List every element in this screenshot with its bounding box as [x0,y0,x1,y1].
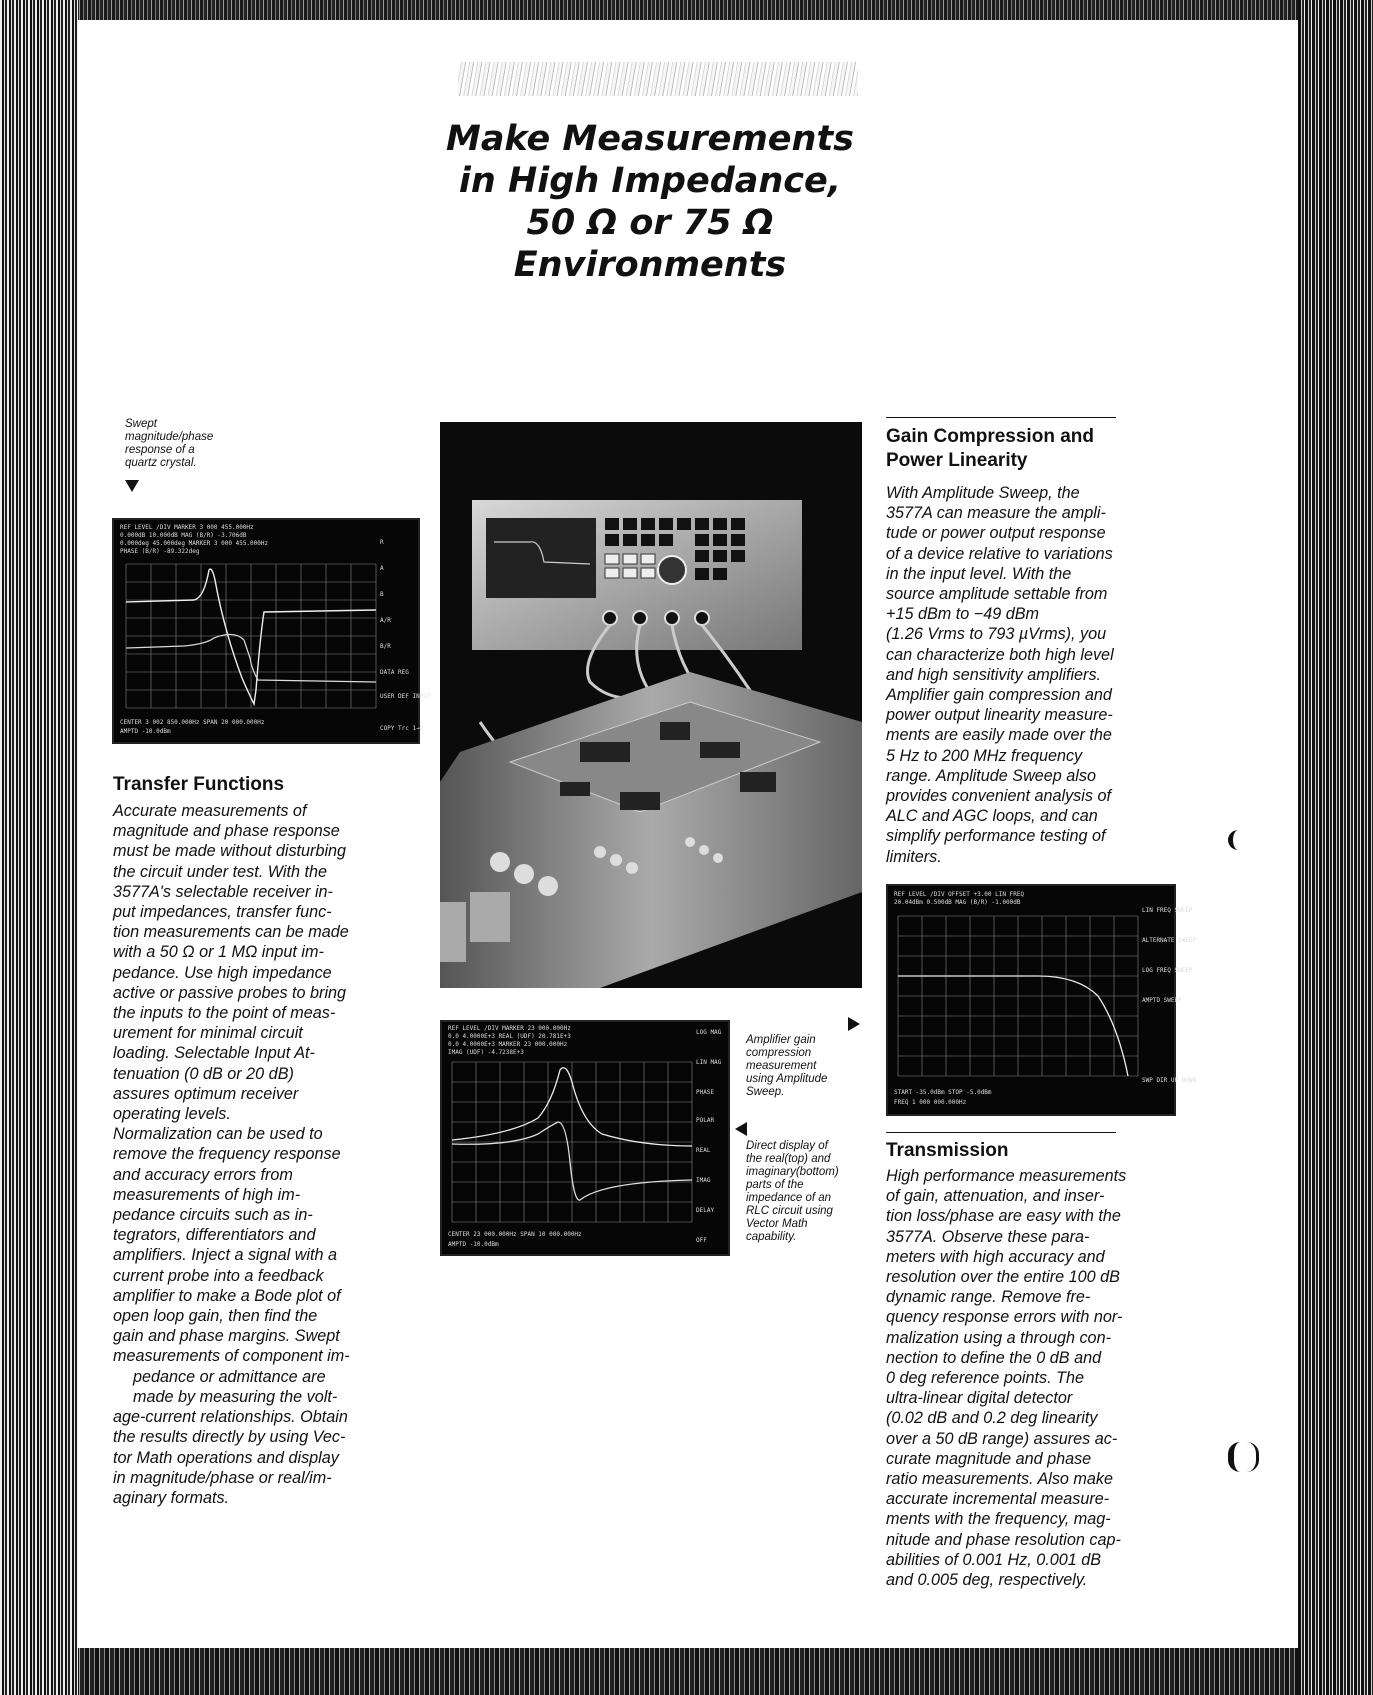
vector-softkey-delay: DELAY [696,1207,715,1214]
divider-gain [886,417,1116,418]
crystal-header-3: 0.000deg 45.000deg MARKER 3 000 455.000Hz [120,540,269,547]
analyzer-screen-amplitude [886,884,1197,1116]
amplitude-softkey-alternate: ALTERNATE SWEEP [1142,937,1197,944]
crystal-header-2: 0.000dB 10.000dB MAG (B/R) -3.706dB [120,532,247,539]
crystal-softkey-r: R [380,539,384,546]
caption-amplifier: Amplifier gain compression measurement using Amplitude Sweep. [746,1034,828,1098]
vector-grid [452,1062,692,1222]
amplitude-header-1: REF LEVEL /DIV OFFSET +3.00 LIN FREQ [894,891,1025,898]
amplitude-softkey-amptd: AMPTD SWEEP [1142,997,1182,1004]
caption-crystal: Swept magnitude/phase response of a quartz crystal. [125,418,214,469]
crystal-grid [126,564,376,708]
crystal-footer-2: AMPTD -10.0dBm [120,728,171,735]
amplitude-grid [898,916,1138,1076]
analyzer-crt [486,518,596,598]
vector-header-4: IMAG (UDF) -4.7238E+3 [448,1049,524,1056]
title-line-1: Make Measurements [445,119,855,159]
page-title [360,118,940,286]
analyzer-screen-crystal [112,518,431,744]
transfer-para-2: Normalization can be used to remove the frequency response and accuracy errors from measurements of high im- pedance circuits such as in- tegrators, differentiators and amplifiers. Inject a signal with a current probe into a feedback amplifier to make a Bode plot of open loop gain, then find the gain and phase margins. Swept measurements of component im- pedance or admittance are made by measuring the volt- age-current relationships. Obtain the results directly by using Vec- tor Math operations and display in magnitude/phase or real/im- aginary formats. [113,1125,350,1507]
heading-transfer-functions: Transfer Functions [113,774,285,795]
arrow-down-icon [125,480,139,492]
scan-mark-1 [1228,830,1249,850]
crystal-softkey-copy: COPY Trc 1→2 [380,725,424,732]
vector-header-2: 0.0 4.0000E+3 REAL (UDF) 20.781E+3 [448,1033,571,1040]
heading-gain-compression: Gain Compression and Power Linearity [886,426,1094,471]
gain-text: With Amplitude Sweep, the 3577A can measure the ampli- tude or power output response of a device relative to variations in the input level. With the source amplitude settable from +15 dBm to −49 dBm (1.26 Vrms to 793 µVrms), you can characterize both high level and high sensitivity amplifiers. Amplifier gain compression and power output linearity measure- ments are easily made over the 5 Hz to 200 MHz frequency range. Amplitude Sweep also provides convenient analysis of ALC and AGC loops, and can simplify performance testing of limiters. [886,484,1114,866]
vector-header-3: 0.0 4.0000E+3 MARKER 23 000.000Hz [448,1041,568,1048]
vector-footer-1: CENTER 23 000.000Hz SPAN 10 000.000Hz [448,1231,582,1238]
crystal-softkey-a: A [380,565,384,572]
crystal-softkey-b: B [380,591,384,598]
crystal-header-1: REF LEVEL /DIV MARKER 3 000 455.000Hz [120,524,254,531]
vector-softkey-off: OFF [696,1237,707,1244]
vector-softkey-imag: IMAG [696,1177,711,1184]
crystal-softkey-datareg: DATA REG [380,669,409,676]
amplitude-trace [898,976,1128,1076]
heading-transmission: Transmission [886,1140,1009,1161]
amplitude-footer-2: FREQ 1 000 000.000Hz [894,1099,967,1106]
caption-vector-math: Direct display of the real(top) and imaginary(bottom) parts of the impedance of an RLC circuit using Vector Math capability. [746,1140,839,1243]
scan-mark-2 [1228,1442,1259,1472]
amplitude-softkey-linfreq: LIN FREQ SWEEP [1142,907,1193,914]
photo-illustration [440,422,862,988]
title-line-3: 50 Ω or 75 Ω [526,203,774,243]
vector-softkey-phase: PHASE [696,1089,715,1096]
amplitude-footer-1: START -35.0dBm STOP -5.0dBm [894,1089,992,1096]
amplitude-plot [888,886,1197,1114]
crystal-footer-1: CENTER 3 002 850.000Hz SPAN 20 000.000Hz [120,719,265,726]
crystal-softkey-br: B/R [380,643,391,650]
divider-transmission [886,1132,1116,1133]
scan-edge-left [0,0,78,1695]
photo-analyzer-test-setup [440,422,862,988]
knob-icon [658,556,686,584]
title-line-4: Environments [513,245,787,285]
scan-edge-right [1298,0,1373,1695]
transfer-text [113,801,435,1508]
arrow-right-icon [848,1017,860,1031]
vector-plot [442,1022,728,1254]
amplitude-header-2: 20.04dBm 0.500dB MAG (B/R) -1.000dB [894,899,1021,906]
vector-softkey-polar: POLAR [696,1117,715,1124]
analyzer-screen-vector [440,1020,730,1256]
decorative-banner [458,62,858,96]
amplitude-softkey-logfreq: LOG FREQ SWEEP [1142,967,1193,974]
vector-softkey-logmag: LOG MAG [696,1029,722,1036]
vector-header-1: REF LEVEL /DIV MARKER 23 000.000Hz [448,1025,571,1032]
arrow-left-icon [735,1122,747,1136]
title-line-2: in High Impedance, [458,161,842,201]
scan-edge-bottom [0,1645,1373,1695]
crystal-softkey-ar: A/R [380,617,391,624]
crystal-softkey-userdef: USER DEF INPUT [380,693,431,700]
crystal-header-4: PHASE (B/R) -89.322deg [120,548,200,555]
vector-softkey-linmag: LIN MAG [696,1059,722,1066]
crystal-plot [114,520,431,742]
transfer-para-1: Accurate measurements of magnitude and phase response must be made without disturbing the circuit under test. With the 3577A's selectable receiver in- put impedances, transfer func- tion measurements can be made with a 50 Ω or 1 MΩ input im- pedance. Use high impedance active or passive probes to bring the inputs to the point of meas- urement for minimal circuit loading. Selectable Input At- tenuation (0 dB or 20 dB) assures optimum receiver operating levels. [113,802,349,1124]
amplitude-softkey-swpdir: SWP DIR UP DOWN [1142,1077,1197,1084]
transmission-text: High performance measurements of gain, attenuation, and inser- tion loss/phase are easy with the 3577A. Observe these para- meters with high accuracy and resolution over the entire 100 dB dynamic range. Remove fre- quency response errors with nor- malization using a through con- nection to define the 0 dB and 0 deg reference points. The ultra-linear digital detector (0.02 dB and 0.2 deg linearity over a 50 dB range) assures ac- curate magnitude and phase ratio measurements. Also make accurate incremental measure- ments with the frequency, mag- nitude and phase resolution cap- abilities of 0.001 Hz, 0.001 dB and 0.005 deg, respectively. [886,1167,1127,1590]
vector-softkey-real: REAL [696,1147,711,1154]
vector-footer-2: AMPTD -10.0dBm [448,1241,499,1248]
